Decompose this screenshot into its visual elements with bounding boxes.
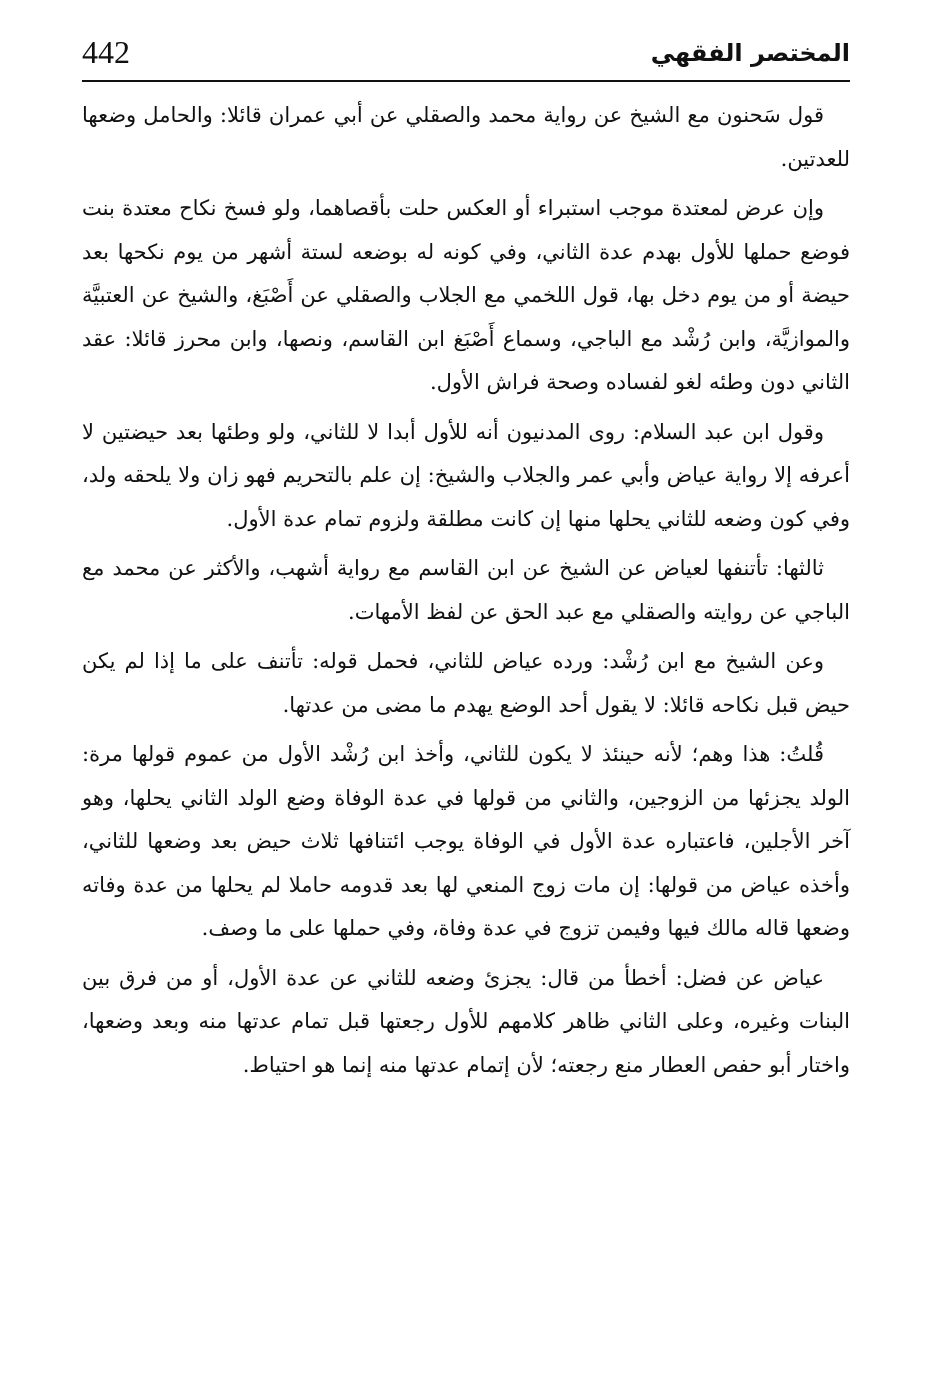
paragraph: عياض عن فضل: أخطأ من قال: يجزئ وضعه للثاني عن عدة الأول، أو من فرق بين البنات وغيره، وعلى الثاني ظاهر كلامهم للأول رجعتها قبل تمام عدتها منه وبعد وضعها، واختار أبو حفص العطار منع رجعته؛ لأن إتمام عدتها منه إنما هو احتياط. bbox=[82, 965, 850, 1077]
running-title: المختصر الفقهي bbox=[650, 39, 850, 67]
page-number: 442 bbox=[82, 34, 130, 70]
body-text bbox=[82, 94, 850, 1093]
paragraph: وإن عرض لمعتدة موجب استبراء أو العكس حلت بأقصاهما، ولو فسخ نكاح معتدة بنت فوضع حملها للأول بهدم عدة الثاني، وفي كونه له بوضعه لستة أشهر من يوم نكحها بعد حيضة أو من يوم دخل بها، قول اللخمي مع الجلاب والصقلي عن أَصْبَغ، والشيخ عن العتبيَّة والموازيَّة، وابن رُشْد مع الباجي، وسماع أَصْبَغ ابن القاسم، ونصها، وابن محرز قائلا: عقد الثاني دون وطئه لغو لفساده وصحة فراش الأول. bbox=[82, 196, 850, 394]
paragraph: وعن الشيخ مع ابن رُشْد: ورده عياض للثاني، فحمل قوله: تأتنف على ما إذا لم يكن حيض قبل نكاحه قائلا: لا يقول أحد الوضع يهدم ما مضى من عدتها. bbox=[82, 649, 850, 717]
header-rule bbox=[82, 80, 850, 82]
page-header bbox=[82, 28, 850, 84]
paragraph: وقول ابن عبد السلام: روى المدنيون أنه للأول أبدا لا للثاني، ولو وطئها بعد حيضتين لا أعرفه إلا رواية عياض وأبي عمر والجلاب والشيخ: إن علم بالتحريم فهو زان ولا يلحقه ولد، وفي كون وضعه للثاني يحلها منها إن كانت مطلقة ولزوم تمام عدة الأول. bbox=[82, 419, 850, 531]
paragraph: قُلتُ: هذا وهم؛ لأنه حينئذ لا يكون للثاني، وأخذ ابن رُشْد الأول من عموم قولها مرة: الولد يجزئها من الزوجين، والثاني من قولها في عدة الوفاة وضع الولد الثاني يحلها، وهو آخر الأجلين، فاعتباره عدة الأول في الوفاة يوجب ائتنافها ثلاث حيض بعد وضعها للثاني، وأخذه عياض من قولها: إن مات زوج المنعي لها بعد قدومه حاملا لم يحلها من عدة وفاته وضعها قاله مالك فيها وفيمن تزوج في عدة وفاة، وفي حملها على ما وصف. bbox=[82, 742, 850, 940]
paragraph: قول سَحنون مع الشيخ عن رواية محمد والصقلي عن أبي عمران قائلا: والحامل وضعها للعدتين. bbox=[82, 103, 850, 171]
paragraph: ثالثها: تأتنفها لعياض عن الشيخ عن ابن القاسم مع رواية أشهب، والأكثر عن محمد مع الباجي عن روايته والصقلي مع عبد الحق عن لفظ الأمهات. bbox=[82, 556, 850, 624]
